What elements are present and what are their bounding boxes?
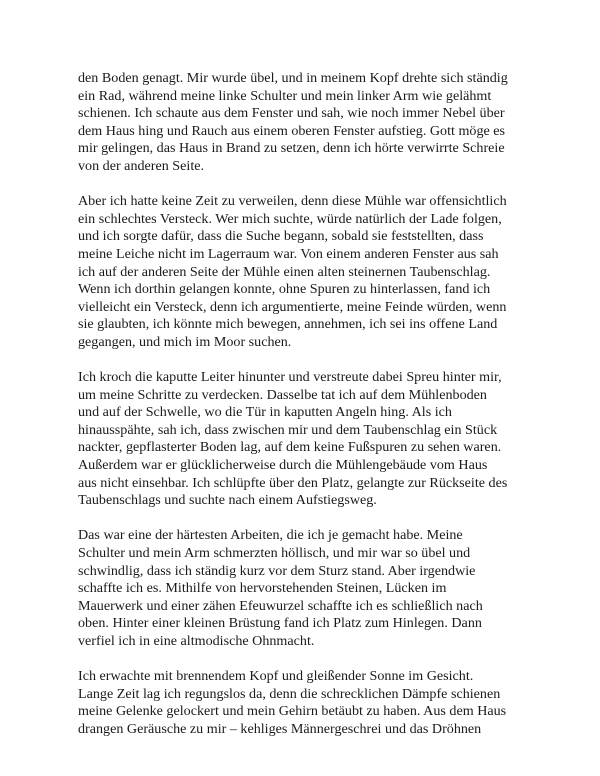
text-line: Wenn ich dorthin gelangen konnte, ohne Spuren zu hinterlassen, fand ich [78,281,491,298]
paragraph-5 [78,668,524,738]
text-line: Das war eine der härtesten Arbeiten, die ich je gemacht habe. Meine [78,527,463,544]
text-line: Ich kroch die kaputte Leiter hinunter und verstreute dabei Spreu hinter mir, [78,369,502,386]
text-line: mir gelingen, das Haus in Brand zu setzen, denn ich hörte verwirrte Schreie [78,140,505,157]
document-page [78,70,524,756]
text-line: den Boden genagt. Mir wurde übel, und in meinem Kopf drehte sich ständig [78,70,508,86]
text-line: meine Leiche nicht im Lagerraum war. Von einem anderen Fenster aus sah [78,245,499,262]
text-line: Schulter und mein Arm schmerzten höllisch, und mir war so übel und [78,545,471,562]
text-line: von der anderen Seite. [78,157,205,174]
text-line: ein Rad, während meine linke Schulter und mein linker Arm wie gelähmt [78,87,492,104]
text-line: Aber ich hatte keine Zeit zu verweilen, denn diese Mühle war offensichtlich [78,193,507,210]
paragraph-4 [78,527,524,650]
text-line: drangen Geräusche zu mir – kehliges Männergeschrei und das Dröhnen [78,720,482,737]
text-line: Taubenschlags und suchte nach einem Aufstiegsweg. [78,492,377,509]
text-line: sie glaubten, ich könnte mich bewegen, annehmen, ich sei ins offene Land [78,316,498,333]
text-line: vielleicht ein Versteck, denn ich argumentierte, meine Feinde würden, wenn [78,298,507,315]
text-line: Mauerwerk und einer zähen Efeuwurzel schaffte ich es schließlich nach [78,597,483,614]
text-line: oben. Hinter einer kleinen Brüstung fand ich Platz zum Hinlegen. Dann [78,615,482,632]
text-line: Ich erwachte mit brennendem Kopf und gleißender Sonne im Gesicht. [78,668,474,685]
paragraph-3 [78,369,524,510]
text-line: nackter, gepflasterter Boden lag, auf dem keine Fußspuren zu sehen waren. [78,439,502,456]
text-line: um meine Schritte zu verdecken. Dasselbe tat ich auf dem Mühlenboden [78,386,487,403]
text-line: schwindlig, dass ich ständig kurz vor dem Sturz stand. Aber irgendwie [78,562,476,579]
paragraph-1 [78,70,524,176]
text-line: verfiel ich in eine altmodische Ohnmacht. [78,633,315,649]
text-line: dem Haus hing und Rauch aus einem oberen Fenster aufstieg. Gott möge es [78,122,506,139]
text-line: ich auf der anderen Seite der Mühle einen alten steinernen Taubenschlag. [78,263,491,280]
text-line: meine Gelenke gelockert und mein Gehirn betäubt zu haben. Aus dem Haus [78,703,507,720]
text-line: und auf der Schwelle, wo die Tür in kaputten Angeln hing. Als ich [78,404,452,421]
text-line: schienen. Ich schaute aus dem Fenster und sah, wie noch immer Nebel über [78,105,505,122]
text-line: aus nicht einsehbar. Ich schlüpfte über den Platz, gelangte zur Rückseite des [78,474,508,491]
text-line: Außerdem war er glücklicherweise durch die Mühlengebäude vom Haus [78,457,488,474]
paragraph-2 [78,193,524,351]
text-line: und ich sorgte dafür, dass die Suche begann, sobald sie feststellten, dass [78,228,484,245]
text-line: Lange Zeit lag ich regungslos da, denn die schrecklichen Dämpfe schienen [78,685,501,702]
text-line: hinausspähte, sah ich, dass zwischen mir und dem Taubenschlag ein Stück [78,421,498,438]
text-line: ein schlechtes Versteck. Wer mich suchte, würde natürlich der Lade folgen, [78,210,502,227]
text-line: gegangen, und mich im Moor suchen. [78,333,292,350]
text-line: schaffte ich es. Mithilfe von hervorstehenden Steinen, Lücken im [78,580,447,597]
